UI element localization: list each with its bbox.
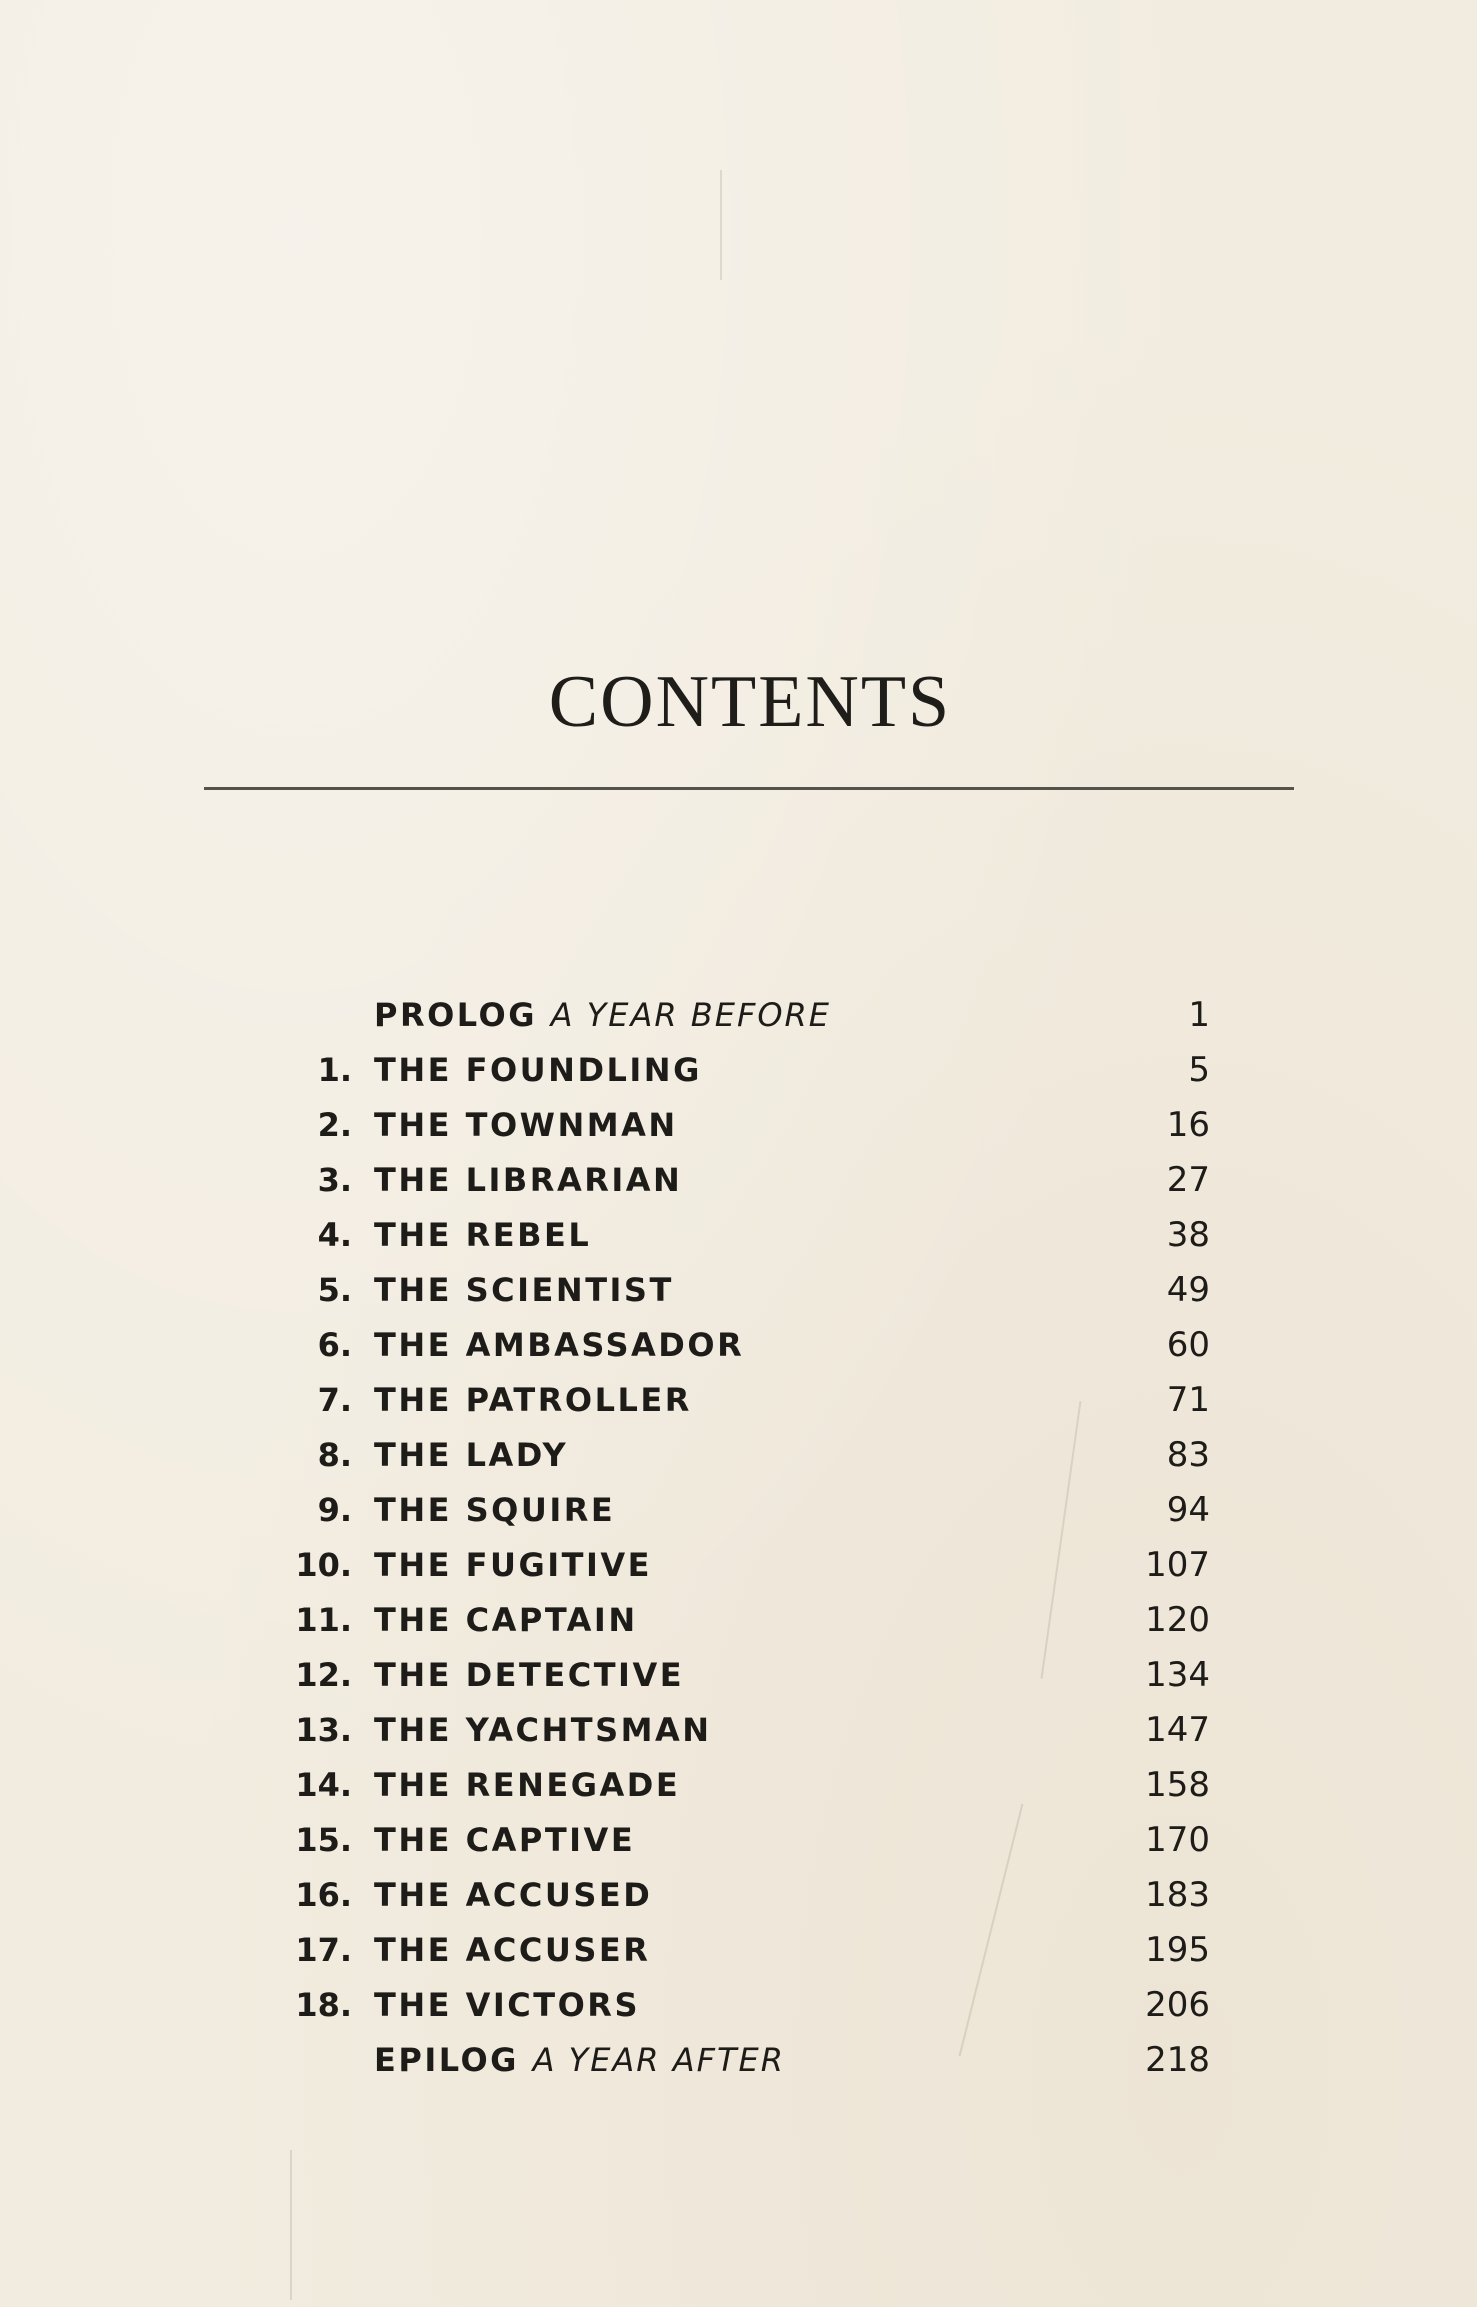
toc-entry [290,1263,1210,1318]
chapter-title-text: THE REBEL [374,1216,592,1254]
chapter-title-text: THE PATROLLER [374,1381,692,1419]
chapter-number: 4. [317,1216,352,1254]
chapter-title-text: THE FOUNDLING [374,1051,702,1089]
chapter-title-text: THE AMBASSADOR [374,1326,745,1364]
chapter-title [374,1978,640,2033]
chapter-title-text: THE ACCUSED [374,1876,653,1914]
toc-entry [290,1868,1210,1923]
chapter-title-text: THE CAPTIVE [374,1821,636,1859]
chapter-title-text: THE YACHTSMAN [374,1711,712,1749]
chapter-number: 5. [317,1271,352,1309]
chapter-title-text: THE DETECTIVE [374,1656,685,1694]
toc-entry [290,1153,1210,1208]
chapter-subtitle: A YEAR BEFORE [550,996,831,1034]
page-number: 134 [1145,1655,1210,1695]
page-number: 170 [1145,1820,1210,1860]
chapter-number: 14. [295,1766,352,1804]
toc-entry [290,1923,1210,1978]
title-divider [204,787,1294,790]
chapter-number: 1. [317,1051,352,1089]
chapter-title [374,1648,684,1703]
chapter-number: 18. [295,1986,352,2024]
chapter-number: 13. [295,1711,352,1749]
chapter-title [374,1813,635,1868]
chapter-number: 11. [295,1601,352,1639]
chapter-number: 15. [295,1821,352,1859]
toc-entry [290,1318,1210,1373]
chapter-title-text: EPILOG [374,2041,519,2079]
chapter-title-text: THE SCIENTIST [374,1271,674,1309]
page-number: 5 [1188,1050,1210,1090]
chapter-title [374,1043,702,1098]
table-of-contents [290,988,1210,2088]
page-number: 147 [1145,1710,1210,1750]
chapter-title-text: THE ACCUSER [374,1931,651,1969]
chapter-title [374,1263,674,1318]
chapter-title [374,1318,744,1373]
page-number: 38 [1166,1215,1210,1255]
chapter-title-text: THE CAPTAIN [374,1601,638,1639]
chapter-title [374,1538,652,1593]
page-number: 183 [1145,1875,1210,1915]
chapter-number: 6. [317,1326,352,1364]
chapter-number: 16. [295,1876,352,1914]
toc-entry [290,2033,1210,2088]
page-number: 120 [1145,1600,1210,1640]
chapter-number: 7. [317,1381,352,1419]
chapter-number: 3. [317,1161,352,1199]
toc-entry [290,1043,1210,1098]
toc-entry [290,1703,1210,1758]
page-number: 27 [1166,1160,1210,1200]
toc-entry [290,1758,1210,1813]
toc-entry [290,1373,1210,1428]
page-number: 195 [1145,1930,1210,1970]
toc-entry [290,1593,1210,1648]
chapter-title-text: THE LADY [374,1436,569,1474]
toc-entry [290,1978,1210,2033]
chapter-subtitle: A YEAR AFTER [532,2041,785,2079]
page-number: 49 [1166,1270,1210,1310]
chapter-title [374,1428,568,1483]
toc-entry [290,1098,1210,1153]
toc-entry [290,1648,1210,1703]
page-number: 206 [1145,1985,1210,2025]
chapter-title [374,988,831,1043]
chapter-number: 8. [317,1436,352,1474]
page-number: 94 [1166,1490,1210,1530]
page-number: 107 [1145,1545,1210,1585]
chapter-title-text: THE SQUIRE [374,1491,616,1529]
chapter-title [374,1593,638,1648]
chapter-title [374,1483,615,1538]
toc-entry [290,1428,1210,1483]
page-number: 1 [1188,995,1210,1035]
chapter-number: 2. [317,1106,352,1144]
chapter-title-text: THE LIBRARIAN [374,1161,683,1199]
chapter-title [374,1868,652,1923]
page-number: 71 [1166,1380,1210,1420]
paper-speck [290,2150,292,2300]
page-number: 158 [1145,1765,1210,1805]
toc-entry [290,1813,1210,1868]
page-number: 16 [1166,1105,1210,1145]
toc-entry [290,1208,1210,1263]
paper-speck [720,170,722,280]
chapter-title [374,1153,682,1208]
chapter-number: 12. [295,1656,352,1694]
chapter-number: 17. [295,1931,352,1969]
page-number: 218 [1145,2040,1210,2080]
chapter-title [374,1098,678,1153]
chapter-title [374,1923,650,1978]
chapter-title [374,1208,591,1263]
chapter-title-text: THE TOWNMAN [374,1106,678,1144]
toc-entry [290,1483,1210,1538]
chapter-number: 10. [295,1546,352,1584]
chapter-title-text: THE VICTORS [374,1986,640,2024]
page-number: 83 [1166,1435,1210,1475]
chapter-title-text: PROLOG [374,996,538,1034]
chapter-title [374,1373,692,1428]
chapter-title [374,1703,712,1758]
chapter-title-text: THE FUGITIVE [374,1546,652,1584]
chapter-title [374,2033,785,2088]
toc-entry [290,988,1210,1043]
toc-entry [290,1538,1210,1593]
page-title: CONTENTS [548,661,952,743]
page-number: 60 [1166,1325,1210,1365]
chapter-title-text: THE RENEGADE [374,1766,681,1804]
chapter-number: 9. [317,1491,352,1529]
chapter-title [374,1758,680,1813]
